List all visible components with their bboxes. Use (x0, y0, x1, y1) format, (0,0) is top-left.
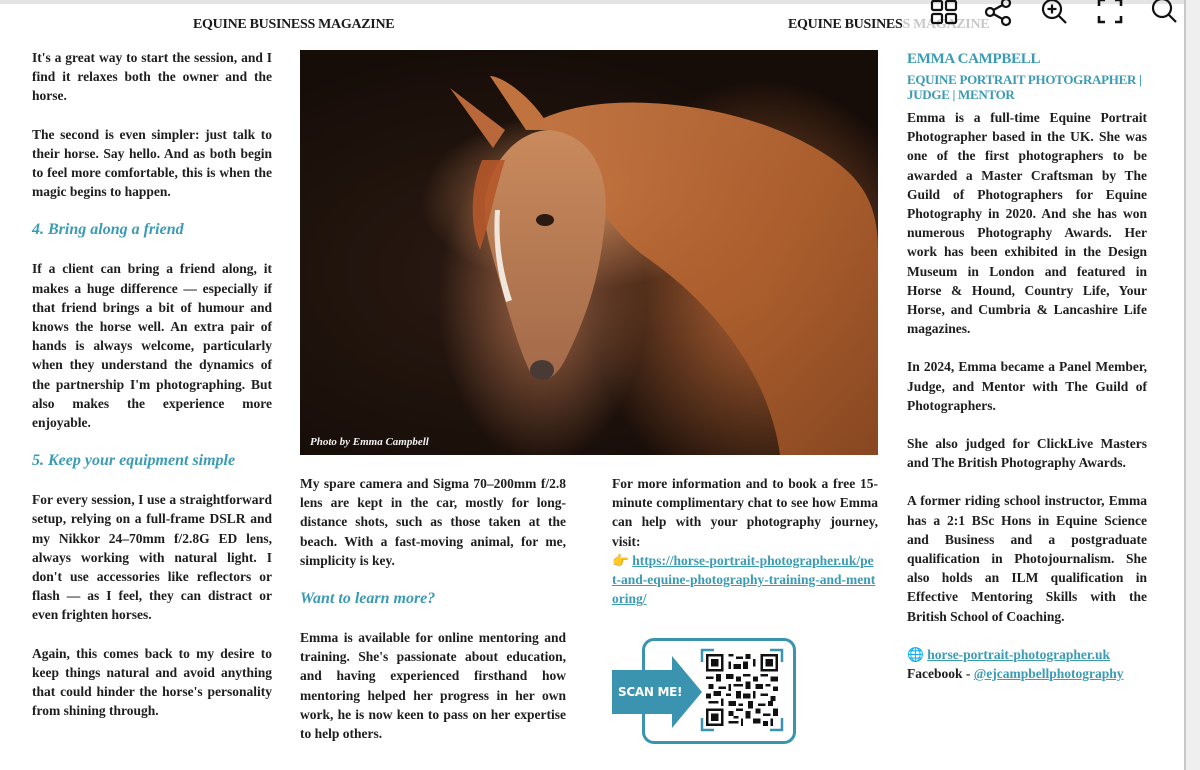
pointing-hand-icon: 👉 (612, 552, 629, 568)
section-heading: 4. Bring along a friend (32, 221, 184, 239)
share-button[interactable] (980, 0, 1016, 28)
fullscreen-icon (1094, 0, 1126, 27)
running-head-right-faded: S MAGAZINE (902, 17, 990, 32)
facebook-label: Facebook - (907, 666, 974, 682)
horse-portrait-photo (300, 50, 878, 455)
article-column-1 (32, 48, 272, 720)
author-bio-column (907, 48, 1147, 683)
running-head-right-visible: EQUINE BUSINES (788, 17, 903, 32)
photo-credit: Photo by Emma Campbell (310, 436, 429, 448)
grid-view-icon (928, 0, 960, 27)
globe-icon: 🌐 (907, 646, 924, 662)
qr-code-block[interactable] (612, 634, 798, 746)
paragraph: For more information and to book a free 15-minute complimentary chat to see how Emma can help with your photography journey, visit: (612, 476, 878, 549)
article-column-3 (612, 474, 878, 608)
facebook-row (907, 664, 1147, 683)
article-column-2 (300, 474, 566, 743)
qr-code-icon[interactable] (706, 654, 778, 726)
author-name: EMMA CAMPBELL (907, 51, 1041, 67)
running-head-left: EQUINE BUSINESS MAGAZINE (193, 17, 395, 32)
horse-illustration (300, 50, 878, 455)
paragraph: Emma is a full-time Equine Portrait Photographer based in the UK. She was one of the first photographers to be awarded a Master Craftsman by The Guild of Photographers for Equine Photography in 2020. And she has won numerous Photography Awards. Her work has been exhibited in the Design Museum in London and featured in Horse & Hound, Country Life, Your Horse, and Cumbria & Lancashire Life magazines. (907, 110, 1147, 337)
paragraph: For every session, I use a straightforward setup, relying on a full-frame DSLR and my Nikkor 24–70mm f/2.8G ED lens, always working with natural light. I don't use accessories like reflectors or flash — as I feel, they can distract or even frighten horses. (32, 492, 272, 623)
paragraph: A former riding school instructor, Emma has a 2:1 BSc Hons in Equine Science and Business and a postgraduate qualification in Photojournalism. She also holds an ILM qualification in Effective Mentoring Skills with the British School of Coaching. (907, 493, 1147, 624)
paragraph: My spare camera and Sigma 70–200mm f/2.8 lens are kept in the car, mostly for long-distance shots, such as those taken at the beach. With a fast-moving animal, for me, simplicity is key. (300, 476, 566, 568)
share-icon (982, 0, 1014, 27)
section-heading: Want to learn more? (300, 590, 436, 608)
fullscreen-button[interactable] (1092, 0, 1128, 28)
viewer-toolbar (920, 0, 1184, 28)
author-role: EQUINE PORTRAIT PHOTOGRAPHER | JUDGE | MENTOR (907, 72, 1142, 102)
paragraph: Emma is available for online mentoring and training. She's passionate about education, and having experienced firsthand how mentoring helped her progress in her own work, he is now keen to pass on her expertise to help others. (300, 630, 566, 742)
section-heading: 5. Keep your equipment simple (32, 452, 236, 470)
scan-me-label: SCAN ME! (618, 685, 683, 699)
facebook-link[interactable]: @ejcampbellphotography (973, 666, 1124, 682)
grid-view-button[interactable] (926, 0, 962, 28)
zoom-in-icon (1038, 0, 1070, 27)
page-scrollbar[interactable] (1184, 0, 1200, 770)
mentoring-link[interactable]: https://horse-portrait-photographer.uk/pet-and-equine-photography-training-and-mentoring/ (612, 552, 876, 607)
search-icon (1148, 0, 1180, 27)
website-row (907, 645, 1147, 664)
paragraph: The second is even simpler: just talk to their horse. Say hello. And as both begin to feel more comfortable, this is when the magic begins to happen. (32, 126, 272, 200)
paragraph: In 2024, Emma became a Panel Member, Judge, and Mentor with The Guild of Photographers. (907, 359, 1147, 413)
paragraph: She also judged for ClickLive Masters and The British Photography Awards. (907, 436, 1147, 471)
website-link[interactable]: horse-portrait-photographer.uk (927, 646, 1111, 662)
paragraph: It's a great way to start the session, and I find it relaxes both the owner and the horse. (32, 50, 272, 104)
paragraph: Again, this comes back to my desire to keep things natural and avoid anything that could hinder the horse's personality from shining through. (32, 645, 272, 719)
mentoring-link-row (612, 551, 878, 609)
paragraph: If a client can bring a friend along, it makes a huge difference — especially if that friend brings a bit of humour and knows the horse well. An extra pair of hands is always welcome, particularly when they understand the dynamics of the partnership I'm photographing. But also makes the experience more enjoyable. (32, 261, 272, 431)
zoom-in-button[interactable] (1036, 0, 1072, 28)
search-button[interactable] (1146, 0, 1182, 28)
